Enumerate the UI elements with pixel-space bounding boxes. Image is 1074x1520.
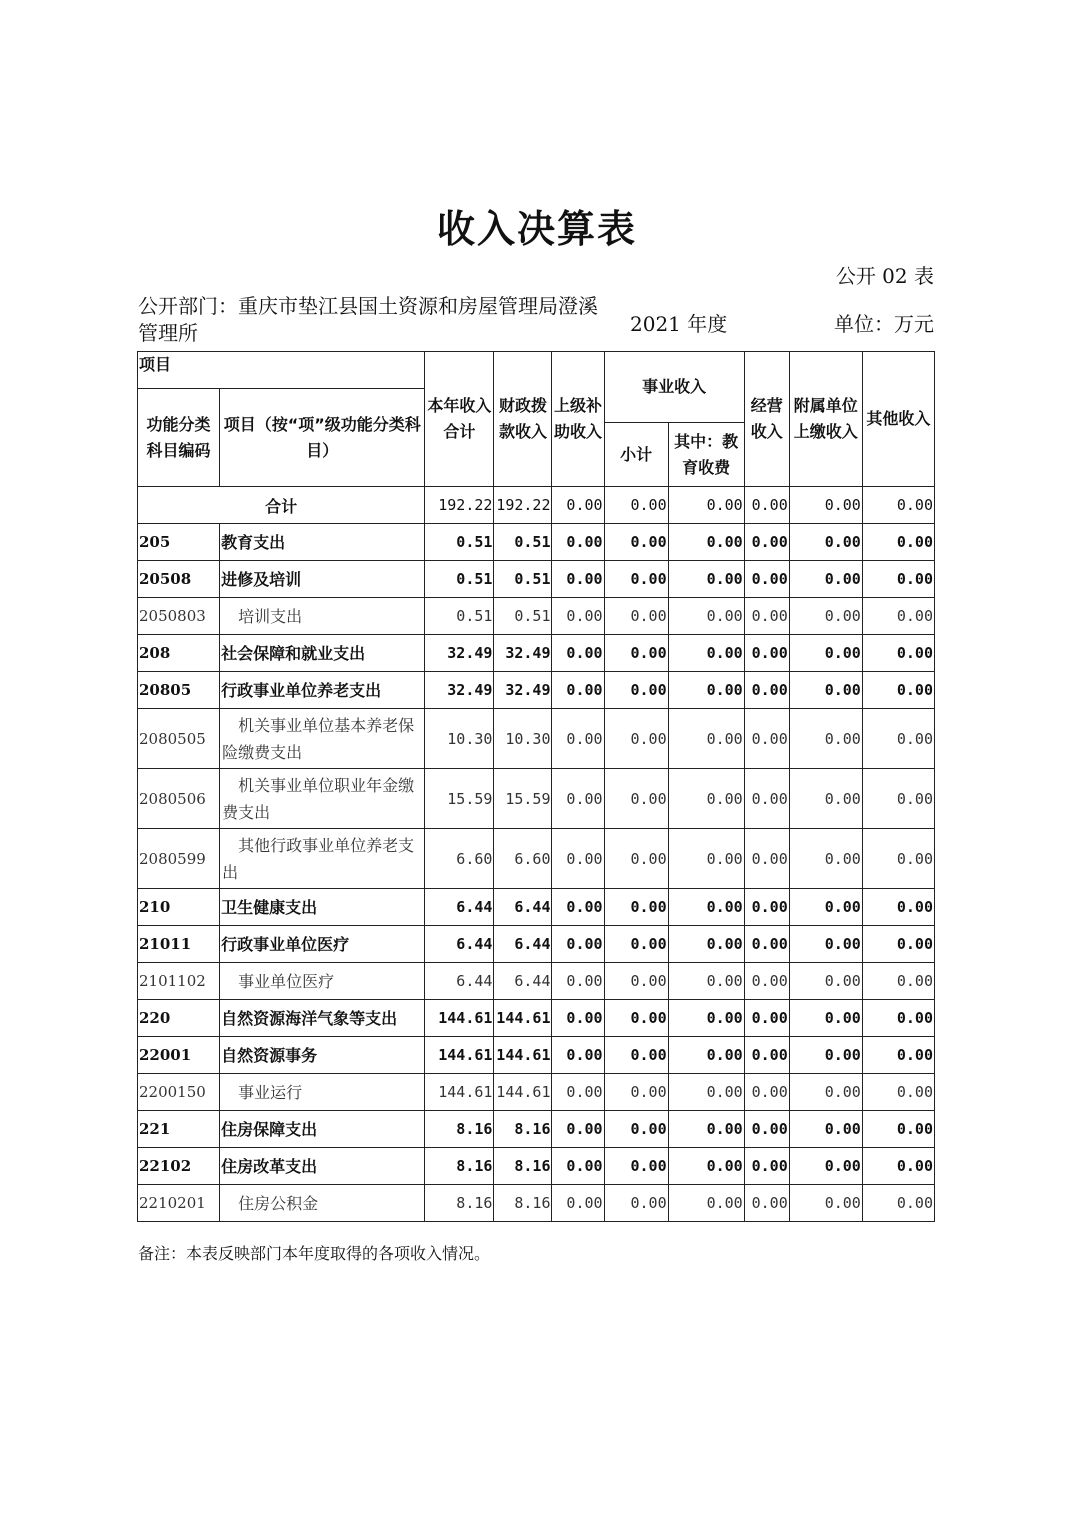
row-other-value: 0.00 (862, 1074, 934, 1111)
row-other-value: 0.00 (862, 963, 934, 1000)
row-fiscal-value: 0.51 (494, 524, 552, 561)
table-row (138, 1185, 935, 1222)
row-business-subtotal-value: 0.00 (604, 598, 668, 635)
header-edu-fee: 其中：教育收费 (668, 423, 744, 487)
row-fiscal-value: 6.60 (494, 829, 552, 889)
row-upper-subsidy-value: 0.00 (552, 963, 604, 1000)
header-other-income: 其他收入 (862, 352, 934, 487)
row-business-subtotal-value: 0.00 (604, 963, 668, 1000)
table-row (138, 889, 935, 926)
table-row (138, 561, 935, 598)
total-label: 合计 (138, 487, 425, 524)
table-row (138, 769, 935, 829)
row-total-value: 32.49 (425, 635, 494, 672)
table-row (138, 1037, 935, 1074)
header-project: 项目 (138, 352, 425, 389)
row-edu-fee-value: 0.00 (668, 561, 744, 598)
row-edu-fee-value: 0.00 (668, 1000, 744, 1037)
row-name: 培训支出 (220, 598, 425, 635)
row-name: 事业单位医疗 (220, 963, 425, 1000)
total-total-value: 192.22 (425, 487, 494, 524)
row-code: 2200150 (138, 1074, 220, 1111)
row-upper-subsidy-value: 0.00 (552, 1037, 604, 1074)
row-name: 进修及培训 (220, 561, 425, 598)
row-upper-subsidy-value: 0.00 (552, 926, 604, 963)
row-operating-value: 0.00 (744, 1111, 789, 1148)
row-total-value: 8.16 (425, 1185, 494, 1222)
row-fiscal-value: 32.49 (494, 672, 552, 709)
row-business-subtotal-value: 0.00 (604, 1185, 668, 1222)
row-fiscal-value: 6.44 (494, 889, 552, 926)
row-operating-value: 0.00 (744, 769, 789, 829)
row-affiliated-value: 0.00 (789, 769, 862, 829)
header-affiliated-income: 附属单位上缴收入 (789, 352, 862, 487)
row-affiliated-value: 0.00 (789, 1037, 862, 1074)
row-edu-fee-value: 0.00 (668, 1074, 744, 1111)
table-number: 公开 02 表 (835, 264, 934, 288)
row-total-value: 6.44 (425, 926, 494, 963)
row-name: 住房公积金 (220, 1185, 425, 1222)
row-affiliated-value: 0.00 (789, 1000, 862, 1037)
row-business-subtotal-value: 0.00 (604, 524, 668, 561)
row-edu-fee-value: 0.00 (668, 1111, 744, 1148)
row-name: 教育支出 (220, 524, 425, 561)
row-edu-fee-value: 0.00 (668, 672, 744, 709)
row-edu-fee-value: 0.00 (668, 598, 744, 635)
row-fiscal-value: 8.16 (494, 1148, 552, 1185)
row-affiliated-value: 0.00 (789, 561, 862, 598)
row-edu-fee-value: 0.00 (668, 1185, 744, 1222)
department-label: 公开部门：重庆市垫江县国土资源和房屋管理局澄溪管理所 (138, 294, 598, 345)
row-fiscal-value: 144.61 (494, 1037, 552, 1074)
row-name: 其他行政事业单位养老支出 (220, 829, 425, 889)
row-code: 2050803 (138, 598, 220, 635)
header-total: 本年收入合计 (425, 352, 494, 487)
row-upper-subsidy-value: 0.00 (552, 829, 604, 889)
table-row (138, 1148, 935, 1185)
total-business-subtotal-value: 0.00 (604, 487, 668, 524)
row-edu-fee-value: 0.00 (668, 1148, 744, 1185)
row-operating-value: 0.00 (744, 1037, 789, 1074)
row-business-subtotal-value: 0.00 (604, 709, 668, 769)
row-operating-value: 0.00 (744, 889, 789, 926)
row-other-value: 0.00 (862, 1111, 934, 1148)
total-affiliated-value: 0.00 (789, 487, 862, 524)
row-code: 20805 (138, 672, 220, 709)
row-fiscal-value: 32.49 (494, 635, 552, 672)
row-code: 205 (138, 524, 220, 561)
row-business-subtotal-value: 0.00 (604, 635, 668, 672)
row-name: 机关事业单位职业年金缴费支出 (220, 769, 425, 829)
total-upper-subsidy-value: 0.00 (552, 487, 604, 524)
row-edu-fee-value: 0.00 (668, 635, 744, 672)
table-row (138, 598, 935, 635)
row-upper-subsidy-value: 0.00 (552, 889, 604, 926)
header-fiscal: 财政拨款收入 (494, 352, 552, 487)
row-upper-subsidy-value: 0.00 (552, 524, 604, 561)
row-total-value: 8.16 (425, 1111, 494, 1148)
row-operating-value: 0.00 (744, 561, 789, 598)
row-other-value: 0.00 (862, 598, 934, 635)
row-other-value: 0.00 (862, 926, 934, 963)
row-operating-value: 0.00 (744, 709, 789, 769)
row-code: 2080599 (138, 829, 220, 889)
row-total-value: 10.30 (425, 709, 494, 769)
row-name: 行政事业单位医疗 (220, 926, 425, 963)
row-other-value: 0.00 (862, 829, 934, 889)
row-code: 2210201 (138, 1185, 220, 1222)
table-row (138, 1000, 935, 1037)
fiscal-year: 2021 年度 (630, 312, 728, 336)
row-other-value: 0.00 (862, 635, 934, 672)
row-upper-subsidy-value: 0.00 (552, 672, 604, 709)
row-edu-fee-value: 0.00 (668, 1037, 744, 1074)
row-other-value: 0.00 (862, 889, 934, 926)
header-operating-income: 经营收入 (744, 352, 789, 487)
row-code: 21011 (138, 926, 220, 963)
row-code: 22001 (138, 1037, 220, 1074)
row-edu-fee-value: 0.00 (668, 709, 744, 769)
row-operating-value: 0.00 (744, 1074, 789, 1111)
row-upper-subsidy-value: 0.00 (552, 561, 604, 598)
row-name: 自然资源事务 (220, 1037, 425, 1074)
row-affiliated-value: 0.00 (789, 926, 862, 963)
row-business-subtotal-value: 0.00 (604, 889, 668, 926)
row-operating-value: 0.00 (744, 926, 789, 963)
row-edu-fee-value: 0.00 (668, 524, 744, 561)
row-upper-subsidy-value: 0.00 (552, 1148, 604, 1185)
row-total-value: 0.51 (425, 561, 494, 598)
header-upper-subsidy: 上级补助收入 (552, 352, 604, 487)
row-operating-value: 0.00 (744, 1148, 789, 1185)
row-affiliated-value: 0.00 (789, 635, 862, 672)
row-other-value: 0.00 (862, 1148, 934, 1185)
row-code: 210 (138, 889, 220, 926)
row-fiscal-value: 8.16 (494, 1185, 552, 1222)
row-upper-subsidy-value: 0.00 (552, 598, 604, 635)
table-row (138, 635, 935, 672)
row-operating-value: 0.00 (744, 524, 789, 561)
table-body (138, 487, 935, 1222)
row-total-value: 0.51 (425, 524, 494, 561)
row-code: 20508 (138, 561, 220, 598)
row-operating-value: 0.00 (744, 829, 789, 889)
row-upper-subsidy-value: 0.00 (552, 1074, 604, 1111)
footnote: 备注：本表反映部门本年度取得的各项收入情况。 (138, 1244, 491, 1263)
row-operating-value: 0.00 (744, 963, 789, 1000)
row-other-value: 0.00 (862, 709, 934, 769)
row-affiliated-value: 0.00 (789, 524, 862, 561)
row-fiscal-value: 0.51 (494, 598, 552, 635)
row-name: 社会保障和就业支出 (220, 635, 425, 672)
row-total-value: 6.60 (425, 829, 494, 889)
row-name: 自然资源海洋气象等支出 (220, 1000, 425, 1037)
table-row (138, 926, 935, 963)
row-fiscal-value: 144.61 (494, 1000, 552, 1037)
row-affiliated-value: 0.00 (789, 963, 862, 1000)
row-total-value: 32.49 (425, 672, 494, 709)
unit-label: 单位：万元 (834, 312, 934, 336)
table-row (138, 963, 935, 1000)
row-affiliated-value: 0.00 (789, 889, 862, 926)
total-edu-fee-value: 0.00 (668, 487, 744, 524)
row-upper-subsidy-value: 0.00 (552, 769, 604, 829)
row-fiscal-value: 8.16 (494, 1111, 552, 1148)
row-affiliated-value: 0.00 (789, 1111, 862, 1148)
row-name: 行政事业单位养老支出 (220, 672, 425, 709)
row-other-value: 0.00 (862, 1185, 934, 1222)
row-operating-value: 0.00 (744, 635, 789, 672)
header-subtotal: 小计 (604, 423, 668, 487)
row-name: 住房改革支出 (220, 1148, 425, 1185)
row-code: 2080506 (138, 769, 220, 829)
row-upper-subsidy-value: 0.00 (552, 1000, 604, 1037)
row-name: 机关事业单位基本养老保险缴费支出 (220, 709, 425, 769)
row-business-subtotal-value: 0.00 (604, 769, 668, 829)
row-edu-fee-value: 0.00 (668, 963, 744, 1000)
header-name: 项目（按“项”级功能分类科目） (220, 389, 425, 487)
row-code: 221 (138, 1111, 220, 1148)
row-operating-value: 0.00 (744, 672, 789, 709)
row-other-value: 0.00 (862, 769, 934, 829)
row-total-value: 144.61 (425, 1000, 494, 1037)
table-row (138, 1111, 935, 1148)
row-business-subtotal-value: 0.00 (604, 1074, 668, 1111)
row-fiscal-value: 144.61 (494, 1074, 552, 1111)
row-affiliated-value: 0.00 (789, 598, 862, 635)
row-upper-subsidy-value: 0.00 (552, 1185, 604, 1222)
row-affiliated-value: 0.00 (789, 672, 862, 709)
row-affiliated-value: 0.00 (789, 1148, 862, 1185)
total-row (138, 487, 935, 524)
row-business-subtotal-value: 0.00 (604, 926, 668, 963)
row-code: 22102 (138, 1148, 220, 1185)
row-affiliated-value: 0.00 (789, 1185, 862, 1222)
row-edu-fee-value: 0.00 (668, 889, 744, 926)
row-edu-fee-value: 0.00 (668, 829, 744, 889)
row-fiscal-value: 10.30 (494, 709, 552, 769)
row-total-value: 0.51 (425, 598, 494, 635)
row-total-value: 144.61 (425, 1074, 494, 1111)
row-affiliated-value: 0.00 (789, 709, 862, 769)
header-business-income: 事业收入 (604, 352, 744, 423)
row-total-value: 6.44 (425, 963, 494, 1000)
income-table (137, 351, 935, 1222)
row-other-value: 0.00 (862, 561, 934, 598)
row-fiscal-value: 6.44 (494, 926, 552, 963)
row-other-value: 0.00 (862, 1000, 934, 1037)
table-row (138, 709, 935, 769)
row-operating-value: 0.00 (744, 1185, 789, 1222)
total-fiscal-value: 192.22 (494, 487, 552, 524)
table-row (138, 672, 935, 709)
row-total-value: 8.16 (425, 1148, 494, 1185)
row-business-subtotal-value: 0.00 (604, 672, 668, 709)
row-business-subtotal-value: 0.00 (604, 1000, 668, 1037)
row-name: 住房保障支出 (220, 1111, 425, 1148)
row-business-subtotal-value: 0.00 (604, 829, 668, 889)
row-name: 事业运行 (220, 1074, 425, 1111)
row-business-subtotal-value: 0.00 (604, 561, 668, 598)
table-row (138, 524, 935, 561)
total-operating-value: 0.00 (744, 487, 789, 524)
row-code: 2080505 (138, 709, 220, 769)
row-upper-subsidy-value: 0.00 (552, 635, 604, 672)
row-name: 卫生健康支出 (220, 889, 425, 926)
row-other-value: 0.00 (862, 1037, 934, 1074)
row-business-subtotal-value: 0.00 (604, 1148, 668, 1185)
row-affiliated-value: 0.00 (789, 1074, 862, 1111)
row-edu-fee-value: 0.00 (668, 926, 744, 963)
table-row (138, 1074, 935, 1111)
row-business-subtotal-value: 0.00 (604, 1037, 668, 1074)
row-operating-value: 0.00 (744, 1000, 789, 1037)
row-other-value: 0.00 (862, 672, 934, 709)
table-row (138, 829, 935, 889)
row-fiscal-value: 0.51 (494, 561, 552, 598)
total-other-value: 0.00 (862, 487, 934, 524)
row-edu-fee-value: 0.00 (668, 769, 744, 829)
row-total-value: 144.61 (425, 1037, 494, 1074)
row-total-value: 15.59 (425, 769, 494, 829)
page-title: 收入决算表 (436, 207, 637, 251)
row-code: 208 (138, 635, 220, 672)
row-code: 220 (138, 1000, 220, 1037)
row-affiliated-value: 0.00 (789, 829, 862, 889)
row-fiscal-value: 6.44 (494, 963, 552, 1000)
header-code: 功能分类科目编码 (138, 389, 220, 487)
row-operating-value: 0.00 (744, 598, 789, 635)
row-upper-subsidy-value: 0.00 (552, 709, 604, 769)
row-total-value: 6.44 (425, 889, 494, 926)
row-business-subtotal-value: 0.00 (604, 1111, 668, 1148)
row-fiscal-value: 15.59 (494, 769, 552, 829)
row-other-value: 0.00 (862, 524, 934, 561)
row-code: 2101102 (138, 963, 220, 1000)
row-upper-subsidy-value: 0.00 (552, 1111, 604, 1148)
